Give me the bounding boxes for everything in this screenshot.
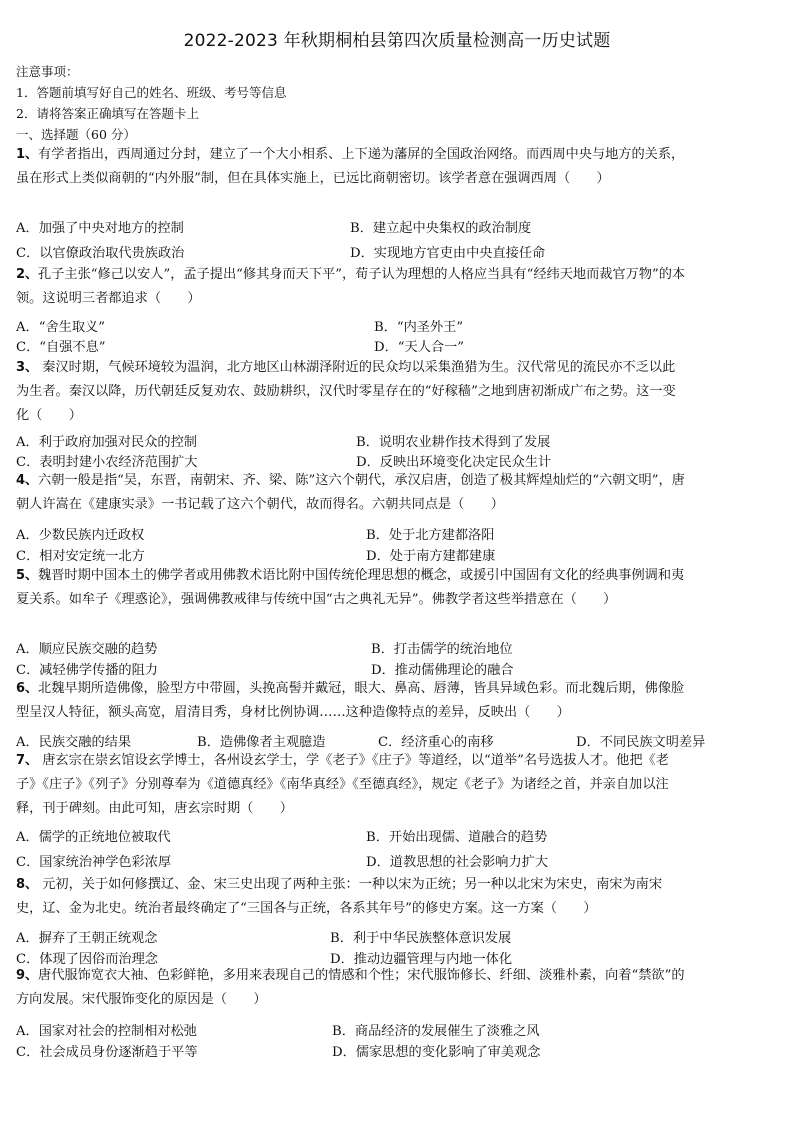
option-a[interactable]: A．民族交融的结果 bbox=[16, 735, 132, 750]
option-c[interactable]: C．经济重心的南移 bbox=[378, 735, 494, 750]
question-number: 1、 bbox=[16, 147, 39, 162]
option-b[interactable]: B．“内圣外王” bbox=[374, 320, 464, 335]
option-d[interactable]: D．道教思想的社会影响力扩大 bbox=[366, 855, 549, 870]
notes-heading: 注意事项： bbox=[16, 64, 79, 79]
question-2-options bbox=[16, 316, 716, 358]
question-stem: 六朝一般是指“吴，东晋，南朝宋、齐、梁、陈”这六个朝代，承汉启唐，创造了极其辉煌灿烂的“六朝文明”，唐朝人许嵩在《建康实录》一书记载了这六个朝代，故而得名。六朝共同点是（ ） bbox=[16, 473, 685, 512]
option-d[interactable]: D．反映出环境变化决定民众生计 bbox=[356, 455, 552, 470]
option-a[interactable]: A．加强了中央对地方的控制 bbox=[16, 221, 184, 236]
option-b[interactable]: B．打击儒学的统治地位 bbox=[371, 642, 513, 657]
question-stem: 秦汉时期，气候环境较为温润，北方地区山林湖泽附近的民众均以采集渔猎为生。汉代常见的流民亦不乏以此为生者。秦汉以降，历代朝廷反复劝农、鼓励耕织，汉代时零星存在的“好稼穑”之地到唐初渐成广布之势。这一变化（ ） bbox=[16, 360, 676, 423]
question-stem: 唐玄宗在崇玄馆设玄学博士，各州设玄学士，学《老子》《庄子》等道经，以“道举”名号选拔人才。他把《老子》《庄子》《列子》分别尊奉为《道德真经》《南华真经》《至德真经》，规定《老子》为诸经之首，并亲自加以注释，刊于碑刻。由此可知，唐玄宗时期（ ） bbox=[16, 753, 669, 816]
question-1-options bbox=[16, 217, 716, 264]
option-a[interactable]: A．顺应民族交融的趋势 bbox=[16, 642, 158, 657]
question-3-options bbox=[16, 431, 716, 473]
option-d[interactable]: D．处于南方建都建康 bbox=[366, 549, 496, 564]
question-5-options bbox=[16, 638, 716, 681]
option-a[interactable]: A．利于政府加强对民众的控制 bbox=[16, 435, 197, 450]
question-stem: 唐代服饰宽衣大袖、色彩鲜艳，多用来表现自己的情感和个性；宋代服饰修长、纤细、淡雅朴素，向着“禁欲”的方向发展。宋代服饰变化的原因是（ ） bbox=[16, 968, 685, 1007]
question-9 bbox=[16, 964, 688, 1012]
question-number: 6、 bbox=[16, 681, 39, 696]
question-7-options bbox=[16, 826, 716, 873]
option-c[interactable]: C．相对安定统一北方 bbox=[16, 549, 145, 564]
page-title: 2022-2023 年秋期桐柏县第四次质量检测高一历史试题 bbox=[183, 31, 611, 51]
question-8 bbox=[16, 873, 688, 921]
option-d[interactable]: D．“天人合一” bbox=[374, 340, 464, 355]
question-4 bbox=[16, 469, 688, 517]
option-d[interactable]: D．推动儒佛理论的融合 bbox=[371, 663, 514, 678]
option-b[interactable]: B．处于北方建都洛阳 bbox=[366, 528, 495, 543]
option-a[interactable]: A．“舍生取义” bbox=[16, 320, 105, 335]
question-number: 7、 bbox=[16, 753, 39, 768]
option-c[interactable]: C．社会成员身份逐渐趋于平等 bbox=[16, 1045, 198, 1060]
question-stem: 有学者指出，西周通过分封，建立了一个大小相系、上下递为藩屏的全国政治网络。而西周中央与地方的关系，虽在形式上类似商朝的“内外服”制，但在具体实施上，已远比商朝密切。该学者意在强调西周（ ） bbox=[16, 147, 685, 186]
option-a[interactable]: A．少数民族内迁政权 bbox=[16, 528, 145, 543]
question-number: 5、 bbox=[16, 568, 39, 583]
question-7 bbox=[16, 749, 688, 821]
option-d[interactable]: D．不同民族文明差异 bbox=[576, 735, 706, 750]
question-number: 2、 bbox=[16, 267, 39, 282]
question-1 bbox=[16, 143, 688, 191]
option-c[interactable]: C．以官僚政治取代贵族政治 bbox=[16, 246, 185, 261]
question-6 bbox=[16, 677, 688, 725]
option-b[interactable]: B．商品经济的发展催生了淡雅之风 bbox=[332, 1024, 540, 1039]
option-a[interactable]: A．国家对社会的控制相对松弛 bbox=[16, 1024, 197, 1039]
option-a[interactable]: A．摒弃了王朝正统观念 bbox=[16, 931, 158, 946]
option-d[interactable]: D．儒家思想的变化影响了审美观念 bbox=[332, 1045, 541, 1060]
option-d[interactable]: D．推动边疆管理与内地一体化 bbox=[330, 952, 513, 967]
question-stem: 北魏早期所造佛像，脸型方中带圆，头挽高髻并戴冠，眼大、鼻高、唇薄，皆具异域色彩。而北魏后期，佛像脸型呈汉人特征，额头高宽，眉清目秀，身材比例协调……这种造像特点的差异，反映出（ ） bbox=[16, 681, 685, 720]
option-b[interactable]: B．开始出现儒、道融合的趋势 bbox=[366, 830, 548, 845]
question-stem: 元初，关于如何修撰辽、金、宋三史出现了两种主张：一种以宋为正统；另一种以北宋为宋史，南宋为南宋史，辽、金为北史。统治者最终确定了“三国各与正统，各系其年号”的修史方案。这一方案（ ） bbox=[16, 877, 663, 916]
question-4-options bbox=[16, 524, 716, 567]
option-a[interactable]: A．儒学的正统地位被取代 bbox=[16, 830, 171, 845]
option-b[interactable]: B．造佛像者主观臆造 bbox=[197, 735, 326, 750]
question-number: 4、 bbox=[16, 473, 39, 488]
option-b[interactable]: B．说明农业耕作技术得到了发展 bbox=[356, 435, 551, 450]
question-2 bbox=[16, 263, 688, 311]
option-c[interactable]: C．“自强不息” bbox=[16, 340, 106, 355]
question-9-options bbox=[16, 1020, 716, 1063]
exam-notes bbox=[16, 61, 286, 145]
question-number: 3、 bbox=[16, 360, 39, 375]
option-c[interactable]: C．减轻佛学传播的阻力 bbox=[16, 663, 158, 678]
question-number: 9、 bbox=[16, 968, 39, 983]
option-c[interactable]: C．国家统治神学色彩浓厚 bbox=[16, 855, 172, 870]
option-b[interactable]: B．建立起中央集权的政治制度 bbox=[350, 221, 532, 236]
option-b[interactable]: B．利于中华民族整体意识发展 bbox=[330, 931, 512, 946]
option-c[interactable]: C．表明封建小农经济范围扩大 bbox=[16, 455, 198, 470]
section-heading: 一、选择题（60 分） bbox=[16, 127, 136, 142]
option-c[interactable]: C．体现了因俗而治理念 bbox=[16, 952, 158, 967]
notes-item: 1．答题前填写好自己的姓名、班级、考号等信息 bbox=[16, 85, 287, 100]
option-d[interactable]: D．实现地方官吏由中央直接任命 bbox=[350, 246, 546, 261]
question-5 bbox=[16, 564, 688, 612]
question-3 bbox=[16, 356, 688, 428]
question-stem: 魏晋时期中国本土的佛学者或用佛教术语比附中国传统伦理思想的概念，或援引中国固有文化的经典事例调和夷夏关系。如牟子《理惑论》，强调佛教戒律与传统中国“古之典礼无异”。佛教学者这些举措意在（ ） bbox=[16, 568, 685, 607]
question-number: 8、 bbox=[16, 877, 39, 892]
notes-item: 2．请将答案正确填写在答题卡上 bbox=[16, 106, 199, 121]
question-stem: 孔子主张“修己以安人”，孟子提出“修其身而天下平”，荀子认为理想的人格应当具有“经纬天地而裁官万物”的本领。这说明三者都追求（ ） bbox=[16, 267, 686, 306]
